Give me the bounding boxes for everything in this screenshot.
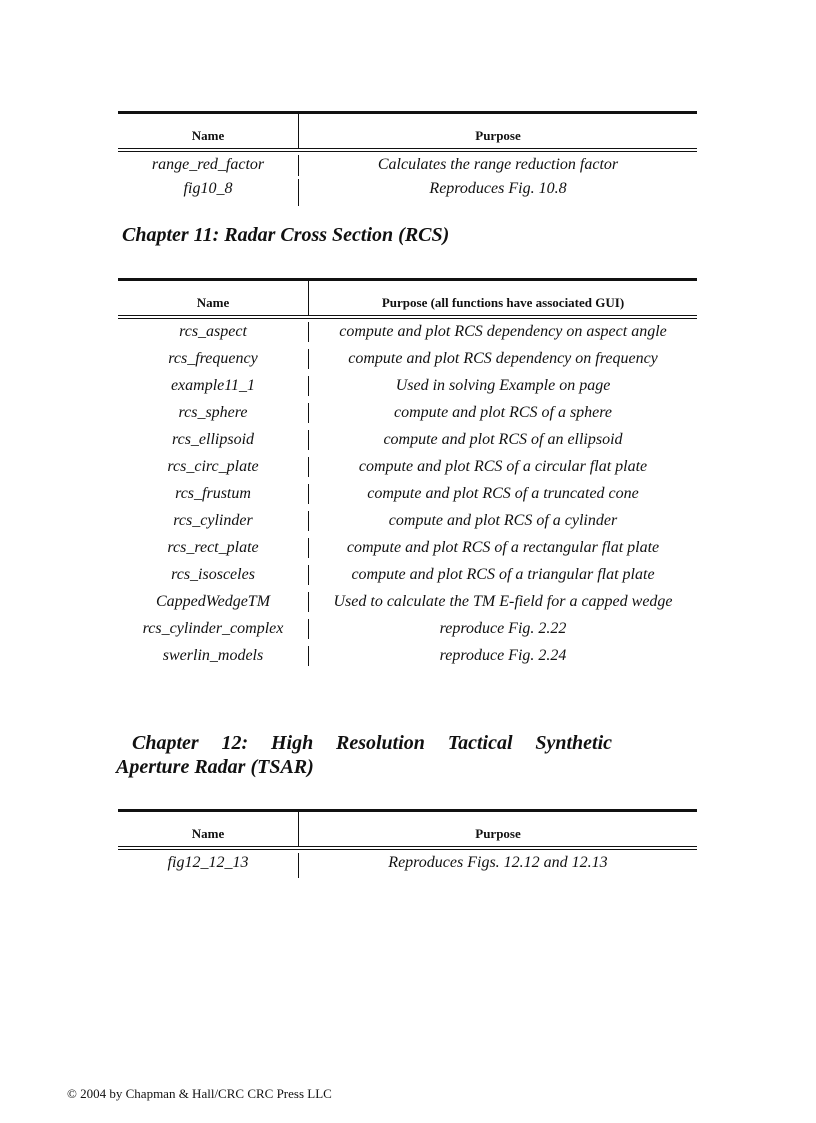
- cell-name: rcs_frustum: [118, 484, 309, 504]
- table-row: [118, 373, 697, 400]
- header-purpose: Purpose: [475, 826, 521, 841]
- cell-name: fig12_12_13: [118, 853, 299, 878]
- table-header: [118, 114, 697, 148]
- cell-name: rcs_aspect: [118, 322, 309, 342]
- cell-purpose: compute and plot RCS of a circular flat plate: [358, 458, 648, 475]
- table-row: [118, 589, 697, 616]
- table-row: [118, 427, 697, 454]
- table-row: [118, 400, 697, 427]
- header-name: Name: [118, 812, 299, 846]
- cell-name: rcs_circ_plate: [118, 457, 309, 477]
- cell-name: rcs_cylinder: [118, 511, 309, 531]
- cell-name: range_red_factor: [118, 155, 299, 176]
- table-ch11: [118, 278, 697, 670]
- table-row: [118, 346, 697, 373]
- cell-name: rcs_ellipsoid: [118, 430, 309, 450]
- cell-name: rcs_sphere: [118, 403, 309, 423]
- cell-name: rcs_isosceles: [118, 565, 309, 585]
- table-body: [118, 319, 697, 670]
- chapter-12-heading-line1: Chapter 12: High Resolution Tactical Synthetic: [132, 732, 612, 754]
- chapter-12-heading-line2: Aperture Radar (TSAR): [116, 756, 314, 778]
- cell-name: swerlin_models: [118, 646, 309, 666]
- table-row: [118, 319, 697, 346]
- cell-purpose: compute and plot RCS of a cylinder: [388, 512, 618, 529]
- table-body: [118, 850, 697, 878]
- header-name: Name: [118, 281, 309, 315]
- cell-name: fig10_8: [118, 179, 299, 206]
- table-body: [118, 152, 697, 206]
- cell-purpose: compute and plot RCS dependency on aspect angle: [339, 323, 667, 340]
- table-row: [118, 535, 697, 562]
- table-row: [118, 454, 697, 481]
- table-row: [118, 152, 697, 176]
- cell-purpose: Used in solving Example on page: [395, 377, 611, 394]
- header-name: Name: [118, 114, 299, 148]
- cell-purpose: compute and plot RCS dependency on frequency: [348, 350, 658, 367]
- cell-purpose: compute and plot RCS of a sphere: [393, 404, 613, 421]
- cell-name: example11_1: [118, 376, 309, 396]
- table-ch10: [118, 111, 697, 206]
- cell-name: CappedWedgeTM: [118, 592, 309, 612]
- chapter-11-heading: Chapter 11: Radar Cross Section (RCS): [122, 224, 450, 246]
- cell-purpose: reproduce Fig. 2.22: [439, 620, 567, 637]
- cell-name: rcs_frequency: [118, 349, 309, 369]
- table-ch12: [118, 809, 697, 878]
- table-row: [118, 508, 697, 535]
- table-row: [118, 643, 697, 670]
- cell-name: rcs_cylinder_complex: [118, 619, 309, 639]
- cell-purpose: reproduce Fig. 2.24: [439, 647, 567, 664]
- cell-purpose: compute and plot RCS of an ellipsoid: [383, 431, 623, 448]
- header-purpose: Purpose (all functions have associated GUI): [381, 295, 625, 310]
- cell-purpose: compute and plot RCS of a truncated cone: [367, 485, 639, 502]
- table-row: [118, 562, 697, 589]
- copyright-footer: © 2004 by Chapman & Hall/CRC CRC Press LLC: [67, 1086, 332, 1101]
- cell-purpose: Calculates the range reduction factor: [377, 156, 619, 173]
- table-row: [118, 481, 697, 508]
- cell-purpose: Used to calculate the TM E-field for a capped wedge: [333, 593, 673, 610]
- cell-purpose: Reproduces Fig. 10.8: [429, 180, 567, 197]
- table-row: [118, 850, 697, 878]
- header-purpose: Purpose: [475, 128, 521, 143]
- table-header: [118, 281, 697, 315]
- cell-purpose: compute and plot RCS of a triangular flat plate: [351, 566, 655, 583]
- table-header: [118, 812, 697, 846]
- table-row: [118, 176, 697, 206]
- cell-name: rcs_rect_plate: [118, 538, 309, 558]
- cell-purpose: Reproduces Figs. 12.12 and 12.13: [388, 854, 608, 871]
- cell-purpose: compute and plot RCS of a rectangular flat plate: [346, 539, 660, 556]
- table-row: [118, 616, 697, 643]
